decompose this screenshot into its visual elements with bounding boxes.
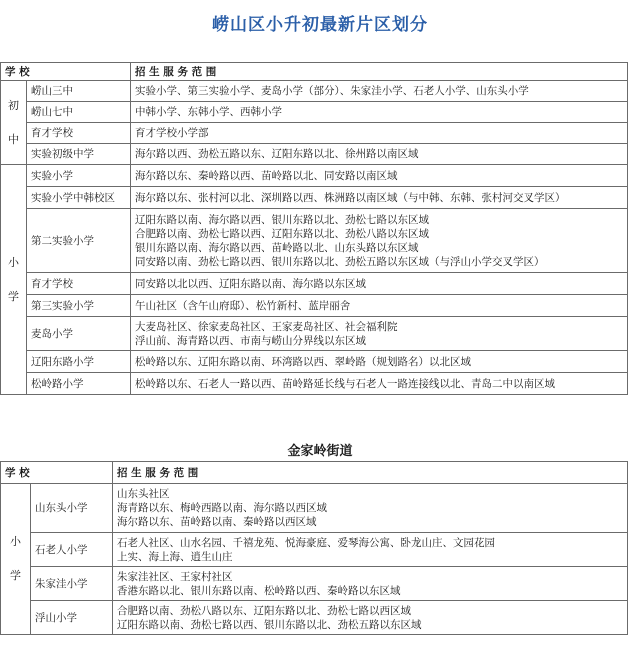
group-label-char: 小 xyxy=(10,535,21,548)
group-label-char: 学 xyxy=(10,569,21,582)
service-area xyxy=(131,373,628,395)
service-area xyxy=(131,81,628,102)
table-row xyxy=(1,295,628,317)
school-name: 山东头小学 xyxy=(31,484,113,533)
section-title-jinjialing: 金家岭街道 xyxy=(287,444,353,459)
school-name: 崂山三中 xyxy=(27,81,131,102)
area-line: 大麦岛社区、徐家麦岛社区、王家麦岛社区、社会福利院 xyxy=(135,320,398,333)
group-label xyxy=(1,81,27,165)
area-line: 中韩小学、东韩小学、西韩小学 xyxy=(135,106,282,118)
area-line: 海尔路以西、劲松五路以东、辽阳东路以北、徐州路以南区域 xyxy=(135,148,419,160)
area-line: 朱家洼社区、王家村社区 xyxy=(117,570,233,583)
service-area xyxy=(131,187,628,209)
area-line: 合肥路以南、劲松八路以东、辽阳东路以北、劲松七路以西区域 xyxy=(117,604,411,617)
service-area xyxy=(131,144,628,165)
area-line: 香港东路以北、银川东路以南、松岭路以西、秦岭路以东区域 xyxy=(117,584,401,597)
header-school: 学 校 xyxy=(1,462,113,484)
school-name: 麦岛小学 xyxy=(27,317,131,351)
school-name: 朱家洼小学 xyxy=(31,567,113,601)
area-line: 浮山前、海青路以西、市南与崂山分界线以东区域 xyxy=(135,334,366,347)
area-line: 辽阳东路以南、劲松七路以西、银川东路以北、劲松五路以东区域 xyxy=(117,618,422,631)
service-area xyxy=(113,601,628,635)
table-row xyxy=(1,317,628,351)
area-line: 松岭路以东、石老人一路以西、苗岭路延长线与石老人一路连接线以北、青岛二中以南区域 xyxy=(135,377,555,390)
header-area: 招 生 服 务 范 围 xyxy=(113,462,628,484)
school-name: 实验小学 xyxy=(27,165,131,187)
school-name: 辽阳东路小学 xyxy=(27,351,131,373)
area-line: 海尔路以东、苗岭路以南、秦岭路以西区域 xyxy=(117,516,317,528)
service-area xyxy=(131,209,628,273)
area-line: 松岭路以东、辽阳东路以南、环湾路以西、翠岭路（规划路名）以北区域 xyxy=(135,355,471,368)
table-row xyxy=(1,165,628,187)
school-name: 实验小学中韩校区 xyxy=(27,187,131,209)
area-line: 同安路以北以西、辽阳东路以南、海尔路以东区域 xyxy=(135,277,366,290)
table-row xyxy=(1,123,628,144)
school-name: 第三实验小学 xyxy=(27,295,131,317)
service-area xyxy=(131,102,628,123)
school-name: 育才学校 xyxy=(27,273,131,295)
district-table-jinjialing xyxy=(0,461,628,635)
area-line: 海青路以东、梅岭西路以南、海尔路以西区域 xyxy=(117,502,327,514)
school-name: 育才学校 xyxy=(27,123,131,144)
table-row xyxy=(1,484,628,533)
district-table-main xyxy=(0,62,628,395)
table-row xyxy=(1,351,628,373)
table-row xyxy=(1,601,628,635)
table-header-row xyxy=(1,63,628,81)
group-label xyxy=(1,484,31,635)
school-name: 实验初级中学 xyxy=(27,144,131,165)
service-area xyxy=(131,317,628,351)
table-row xyxy=(1,187,628,209)
area-line: 石老人社区、山水名园、千禧龙苑、悦海豪庭、爱琴海公寓、卧龙山庄、文园花园 xyxy=(117,536,495,549)
table-header-row xyxy=(1,462,628,484)
table-row xyxy=(1,533,628,567)
group-label-char: 中 xyxy=(8,132,19,146)
school-name: 崂山七中 xyxy=(27,102,131,123)
group-label xyxy=(1,165,27,395)
area-line: 同安路以南、劲松七路以西、银川东路以北、劲松五路以东区域（与浮山小学交叉学区） xyxy=(135,255,545,268)
area-line: 育才学校小学部 xyxy=(135,127,209,139)
area-line: 实验小学、第三实验小学、麦岛小学（部分）、朱家洼小学、石老人小学、山东头小学 xyxy=(135,85,529,97)
group-label-char: 初 xyxy=(8,98,19,112)
school-name: 浮山小学 xyxy=(31,601,113,635)
area-line: 银川东路以南、海尔路以西、苗岭路以北、山东头路以东区域 xyxy=(135,241,419,254)
table-row xyxy=(1,373,628,395)
table-row xyxy=(1,81,628,102)
service-area xyxy=(113,533,628,567)
service-area xyxy=(131,165,628,187)
area-line: 海尔路以东、张村河以北、深圳路以西、株洲路以南区域（与中韩、东韩、张村河交叉学区） xyxy=(135,191,566,204)
page-title: 崂山区小升初最新片区划分 xyxy=(212,15,428,35)
table-row xyxy=(1,209,628,273)
service-area xyxy=(131,273,628,295)
table-row xyxy=(1,102,628,123)
service-area xyxy=(131,351,628,373)
header-school: 学 校 xyxy=(1,63,131,81)
school-name: 松岭路小学 xyxy=(27,373,131,395)
school-name: 石老人小学 xyxy=(31,533,113,567)
area-line: 上实、海上海、逍生山庄 xyxy=(117,550,233,563)
area-line: 午山社区（含午山府邸）、松竹新村、蓝岸丽舍 xyxy=(135,299,351,312)
area-line: 海尔路以东、秦岭路以西、苗岭路以北、同安路以南区域 xyxy=(135,169,398,182)
service-area xyxy=(131,123,628,144)
table-row xyxy=(1,144,628,165)
area-line: 山东头社区 xyxy=(117,488,170,500)
table-row xyxy=(1,567,628,601)
group-label-char: 学 xyxy=(8,289,19,303)
service-area xyxy=(113,484,628,533)
service-area xyxy=(113,567,628,601)
area-line: 辽阳东路以南、海尔路以西、银川东路以北、劲松七路以东区域 xyxy=(135,213,429,226)
service-area xyxy=(131,295,628,317)
group-label-char: 小 xyxy=(8,255,19,269)
school-name: 第二实验小学 xyxy=(27,209,131,273)
table-row xyxy=(1,273,628,295)
header-area: 招 生 服 务 范 围 xyxy=(131,63,628,81)
area-line: 合肥路以南、劲松七路以西、辽阳东路以北、劲松八路以东区域 xyxy=(135,227,429,240)
